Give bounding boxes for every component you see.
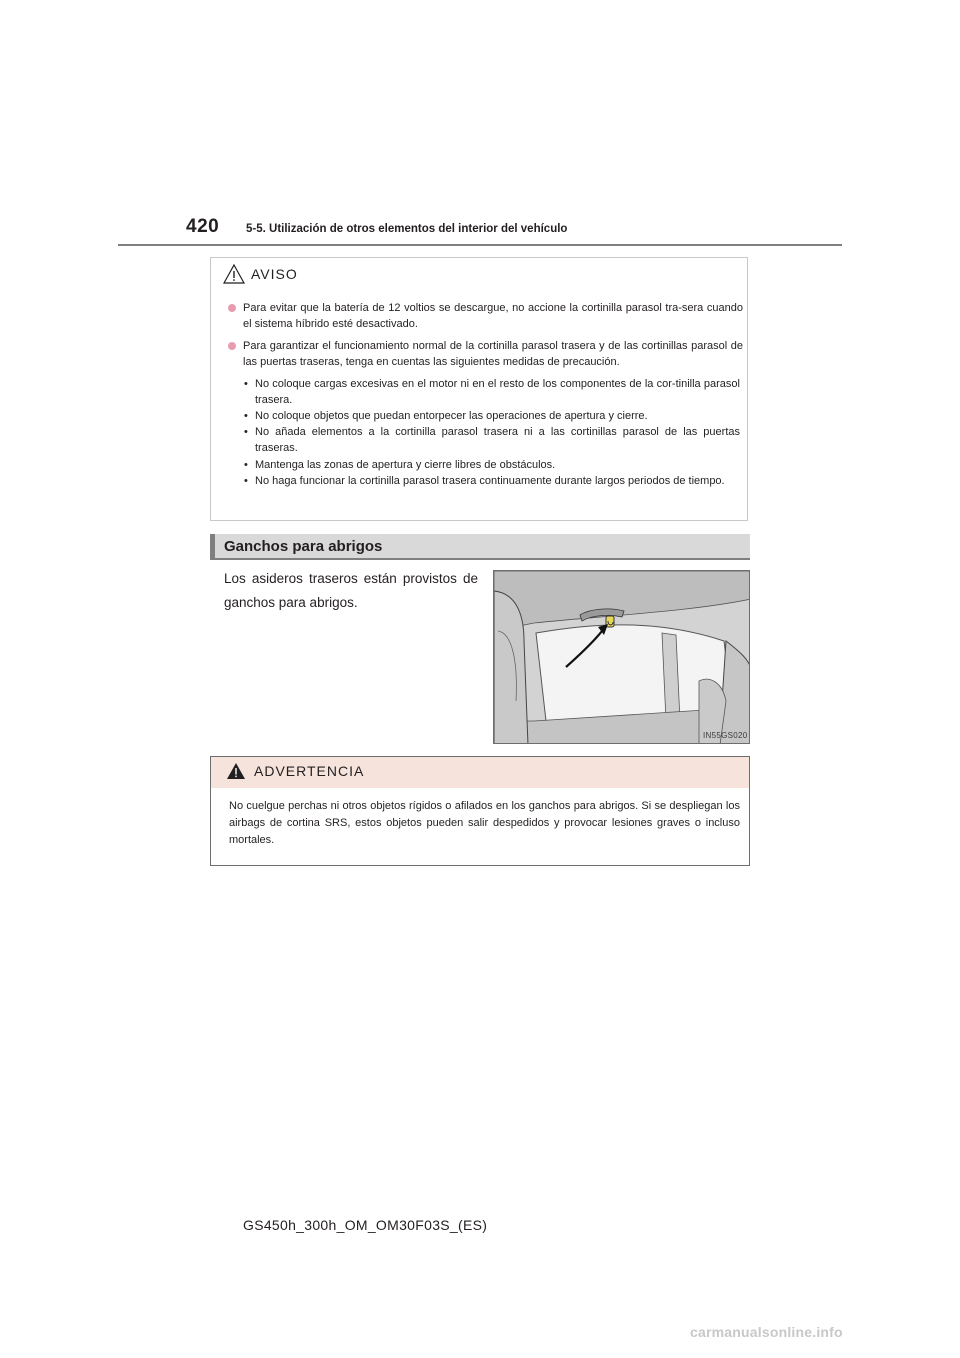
sub-bullet-marker: •: [244, 475, 248, 487]
aviso-bullet: [229, 300, 743, 332]
sub-bullet-marker: •: [244, 410, 248, 422]
aviso-sub-bullet-text: No coloque objetos que puedan entorpecer las operaciones de apertura y cierre.: [255, 410, 648, 422]
sub-bullet-marker: •: [244, 378, 248, 390]
aviso-sub-bullet-text: Mantenga las zonas de apertura y cierre libres de obstáculos.: [255, 459, 556, 471]
bullet-dot: [228, 342, 236, 350]
aviso-sub-bullet: [244, 473, 740, 489]
aviso-sub-bullet-text: No haga funcionar la cortinilla parasol trasera continuamente durante largos periodos de tiempo.: [255, 475, 725, 487]
sub-bullet-marker: •: [244, 459, 248, 471]
section-intro: Los asideros traseros están provistos de ganchos para abrigos.: [224, 571, 478, 610]
aviso-title: AVISO: [251, 266, 298, 282]
coat-hook-illustration: [493, 570, 750, 744]
warning-triangle-filled-icon: [226, 762, 246, 780]
warning-triangle-outline-icon: [223, 264, 245, 284]
figure-code: IN55GS020: [703, 731, 748, 740]
aviso-sub-bullet-text: No añada elementos a la cortinilla parasol trasera ni a las cortinillas parasol de las puertas traseras.: [255, 426, 740, 454]
sub-bullet-marker: •: [244, 426, 248, 438]
advertencia-body: No cuelgue perchas ni otros objetos rígidos o afilados en los ganchos para abrigos. Si se despliegan los airbags de cortina SRS, estos objetos pueden salir despedidos y provocar lesiones graves o incluso mortales.: [229, 800, 740, 846]
chapter-title: 5-5. Utilización de otros elementos del interior del vehículo: [246, 223, 568, 235]
document-code: GS450h_300h_OM_OM30F03S_(ES): [243, 1217, 488, 1233]
header-rule: [118, 244, 842, 246]
bullet-dot: [228, 304, 236, 312]
aviso-sub-bullet: [244, 408, 740, 424]
site-watermark: carmanualsonline.info: [690, 1324, 843, 1340]
advertencia-title: ADVERTENCIA: [254, 763, 365, 779]
car-interior-drawing: [494, 571, 750, 744]
aviso-sub-bullet: [244, 457, 740, 473]
aviso-bullet: [229, 338, 743, 370]
advertencia-title-row: [226, 762, 364, 780]
page-number: 420: [186, 216, 220, 237]
aviso-sub-bullet: [244, 376, 740, 408]
aviso-sub-bullet: [244, 424, 740, 456]
aviso-sub-bullet-text: No coloque cargas excesivas en el motor ni en el resto de los componentes de la cor-tinilla parasol trasera.: [255, 378, 740, 406]
aviso-bullet-text: Para garantizar el funcionamiento normal de la cortinilla parasol trasera y de las cortinillas parasol de las puertas traseras, tenga en cuentas las siguientes medidas de precaución.: [243, 340, 743, 368]
section-title: Ganchos para abrigos: [224, 538, 383, 555]
section-accent: [210, 534, 215, 560]
aviso-bullet-text: Para evitar que la batería de 12 voltios se descargue, no accione la cortinilla parasol tra-sera cuando el sistema híbrido esté desactivado.: [243, 302, 743, 330]
aviso-header: [223, 263, 298, 285]
